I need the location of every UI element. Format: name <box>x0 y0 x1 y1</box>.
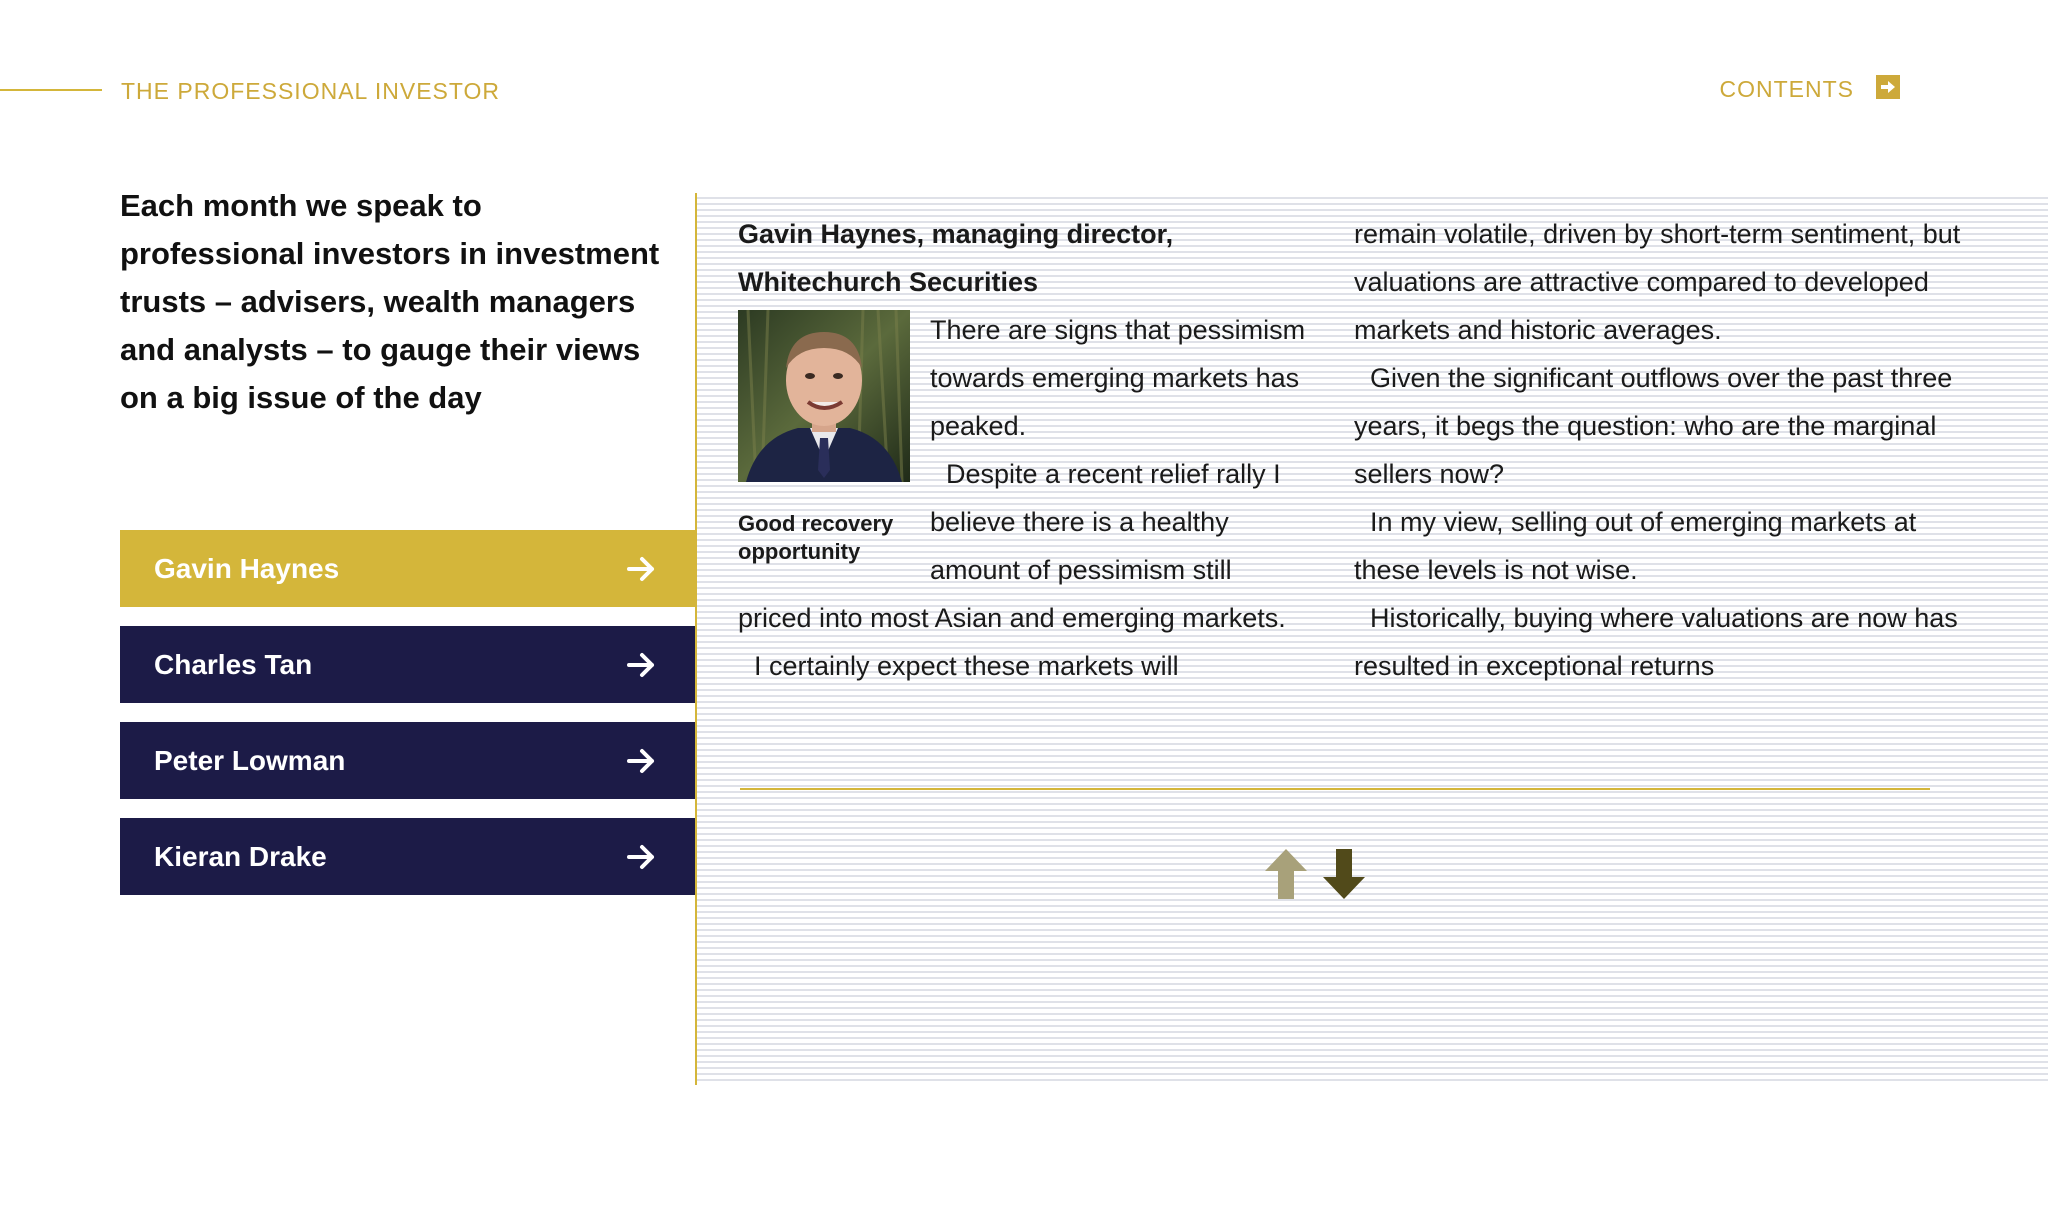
paragraph: In my view, selling out of emerging markets at these levels is not wise. <box>1354 507 1917 585</box>
article-column-left <box>738 210 1308 690</box>
nav-item-label: Kieran Drake <box>154 840 327 872</box>
article-divider <box>740 788 1930 790</box>
photo-block <box>738 310 910 566</box>
nav-item-gavin-haynes[interactable] <box>120 530 695 607</box>
nav-item-label: Charles Tan <box>154 648 313 680</box>
contents-link[interactable] <box>1720 76 1901 103</box>
paragraph: There are signs that pessimism towards emerging markets has peaked. <box>930 315 1306 441</box>
nav-item-peter-lowman[interactable] <box>120 722 695 799</box>
nav-item-charles-tan[interactable] <box>120 626 695 703</box>
byline-name: Gavin Haynes, managing director, <box>738 219 1174 249</box>
arrow-up-icon[interactable] <box>1263 847 1309 901</box>
paragraph: Historically, buying where valuations are now has resulted in exceptional returns <box>1354 603 1958 681</box>
article-panel <box>695 193 2048 1085</box>
section-title: THE PROFESSIONAL INVESTOR <box>121 78 501 104</box>
arrow-right-icon <box>627 652 657 678</box>
arrow-right-icon <box>627 556 657 582</box>
photo-caption: Good recovery opportunity <box>738 511 894 564</box>
arrow-right-box-icon <box>1876 75 1900 99</box>
arrow-right-icon <box>627 748 657 774</box>
arrow-down-icon[interactable] <box>1321 847 1367 901</box>
paragraph: Given the significant outflows over the past three years, it begs the question: who are the marginal sellers now? <box>1354 363 1953 489</box>
paragraph: remain volatile, driven by short-term sentiment, but valuations are attractive compared to developed markets and historic averages. <box>1354 219 1961 345</box>
header-rule <box>0 89 102 91</box>
contents-label: CONTENTS <box>1719 76 1854 102</box>
page-arrows <box>1263 847 1367 901</box>
article-column-right <box>1354 210 1964 690</box>
nav-item-label: Gavin Haynes <box>154 552 340 584</box>
investor-nav <box>120 530 695 914</box>
paragraph: I certainly expect these markets will <box>754 651 1179 681</box>
arrow-right-icon <box>627 844 657 870</box>
intro-text: Each month we speak to professional investors in investment trusts – advisers, wealth managers and analysts – to gauge their views on a big issue of the day <box>120 188 660 415</box>
paragraph: Despite a recent relief rally I believe there is a healthy amount of pessimism still priced into most Asian and emerging markets. <box>738 459 1286 633</box>
nav-item-kieran-drake[interactable] <box>120 818 695 895</box>
portrait-photo <box>738 310 910 482</box>
nav-item-label: Peter Lowman <box>154 744 346 776</box>
byline-company: Whitechurch Securities <box>738 267 1039 297</box>
